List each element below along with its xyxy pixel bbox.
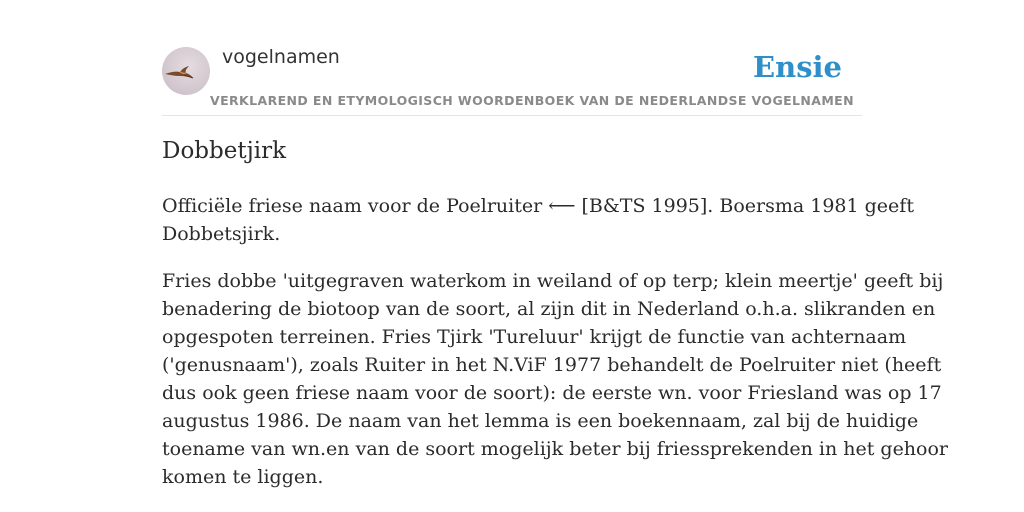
paragraph-line: toename van wn.en van de soort mogelijk beter bij friessprekenden in het gehoor	[162, 438, 949, 460]
entry-paragraph-1	[162, 192, 914, 248]
paragraph-line: Fries dobbe 'uitgegraven waterkom in weiland of op terp; klein meertje' geeft bij	[162, 270, 944, 292]
paragraph-line: benadering de biotoop van de soort, al zijn dit in Nederland o.h.a. slikranden en	[162, 298, 936, 320]
paragraph-line: augustus 1986. De naam van het lemma is een boekennaam, zal bij de huidige	[162, 410, 919, 432]
entry-page	[162, 0, 949, 512]
paragraph-line: dus ook geen friese naam voor de soort): de eerste wn. voor Friesland was op 17	[162, 382, 942, 404]
bird-in-flight-icon	[162, 47, 210, 95]
paragraph-line: ('genusnaam'), zoals Ruiter in het N.ViF 1977 behandelt de Poelruiter niet (heeft	[162, 354, 942, 376]
entry-paragraph-2	[162, 267, 949, 491]
ensie-logo[interactable]: Ensie	[753, 50, 842, 84]
paragraph-line: komen te liggen.	[162, 466, 324, 488]
paragraph-line: Dobbetsjirk.	[162, 223, 281, 245]
entry-title: Dobbetjirk	[162, 138, 287, 164]
source-avatar[interactable]	[162, 47, 210, 95]
paragraph-line: Officiële friese naam voor de Poelruiter ⟵ [B&TS 1995]. Boersma 1981 geeft	[162, 195, 914, 217]
source-subtitle: VERKLAREND EN ETYMOLOGISCH WOORDENBOEK VAN DE NEDERLANDSE VOGELNAMEN	[210, 93, 854, 108]
source-title[interactable]: vogelnamen	[222, 46, 340, 68]
source-header	[162, 0, 862, 116]
paragraph-line: opgespoten terreinen. Fries Tjirk 'Tureluur' krijgt de functie van achternaam	[162, 326, 907, 348]
